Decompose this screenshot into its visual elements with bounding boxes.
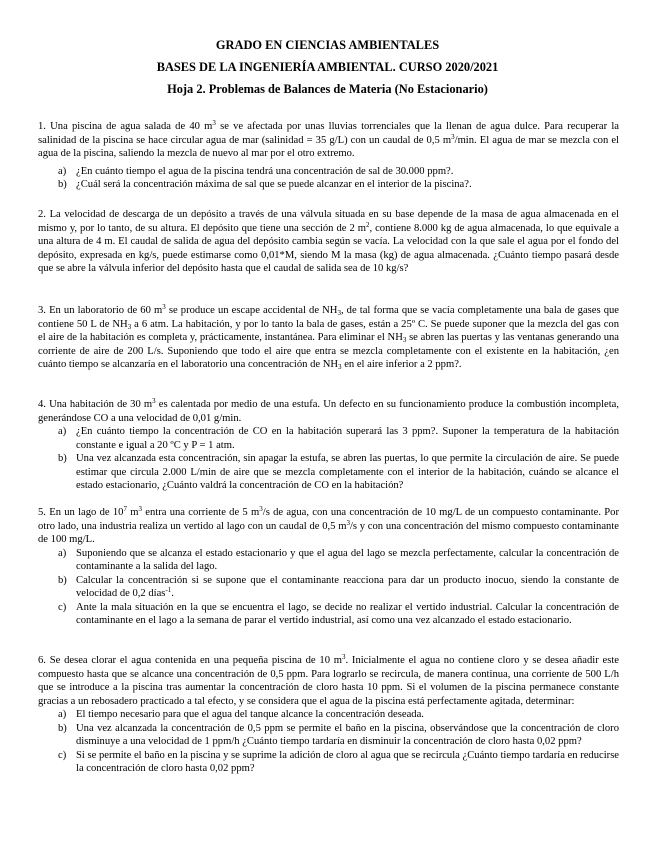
item-label: c) <box>58 601 67 613</box>
statement-text: m <box>130 507 139 518</box>
statement-text: se abren las puertas y las ventanas generando una corriente de aire de 200 L/s. Suponiendo que todo el aire que entra se mezcla completamente con el existente en la habitación, ¿en cuánto tiempo se alcanzaría en el laboratorio una concentración de NH <box>38 332 619 370</box>
statement-text: a 6 atm. La habitación, y por lo tanto la bala de gases, están a 25º C. Se puede suponer que la mezcla del gas con el aire de la habitación es completa y, prácticamente, instantánea. Para eliminar el NH <box>38 318 620 343</box>
statement-text: es calentada por medio de una estufa. Un defecto en su funcionamiento produce la combustión incompleta, generándose CO a una velocidad de 0,01 g/min. <box>38 399 620 424</box>
item-label: a) <box>58 547 67 559</box>
problem-5 <box>38 506 619 628</box>
superscript: 3 <box>138 505 142 513</box>
statement-text: La velocidad de descarga de un depósito a través de una válvula situada en su base depende de la masa de agua almacenada en el mismo y, por lo tanto, de su altura. El depósito que tiene una sección de 2 m <box>38 209 620 234</box>
subscript: 3 <box>338 363 342 371</box>
superscript: 2 <box>365 220 370 229</box>
sheet-title: Hoja 2. Problemas de Balances de Materia (No Estacionario) <box>167 82 488 96</box>
sub-question-a <box>58 165 619 179</box>
item-label: a) <box>58 426 67 437</box>
statement-text: Se desea clorar el agua contenida en una pequeña piscina de 10 m <box>49 655 342 666</box>
problem-number: 6. <box>38 655 46 666</box>
problem-number: 4. <box>38 399 46 410</box>
statement-text: . Inicialmente el agua no contiene cloro y se desea añadir este compuesto hasta que se alcance una concentración de 0,5 ppm. Para lograrlo se recircula, de manera continua, una corriente de 500 L/h que se introduce a la piscina tras aumentar la concentración de cloro hasta 10 ppm. Si el volumen de la piscina permanece constante gracias a un rebosadero practicado a tal efecto, y se considera que el agua de la piscina está perfectamente agitada, determinar: <box>38 655 619 707</box>
problem-1 <box>38 120 619 192</box>
sub-question-c <box>58 749 619 776</box>
item-label: b) <box>58 453 67 464</box>
item-text: ¿Cuál será la concentración máxima de sal que se puede alcanzar en el interior de la piscina?. <box>76 179 472 190</box>
sub-question-a <box>58 547 619 574</box>
item-text: El tiempo necesario para que el agua del tanque alcance la concentración deseada. <box>76 709 424 720</box>
item-text: Ante la mala situación en la que se encuentra el lago, se decide no realizar el vertido industrial. Calcular la concentración de contaminante en el lago a la semana de parar el vertido industrial, así como una vez alcanzado el estado estacionario. <box>76 601 619 626</box>
item-text: Suponiendo que se alcanza el estado estacionario y que el agua del lago se mezcla perfectamente, calcular la concentración de contaminante a la salida del lago. <box>76 547 619 572</box>
item-label: a) <box>58 709 67 720</box>
item-text: Si se permite el baño en la piscina y se suprime la adición de cloro al agua que se recircula ¿Cuánto tiempo tardaría en reducirse la concentración de cloro hasta 0,02 ppm? <box>76 749 620 774</box>
statement-text: /s de agua, con una concentración de 10 mg/L de un compuesto contaminante. Por otro lado, una industria realiza un vertido al lago con un caudal de 0,5 m <box>38 507 619 532</box>
superscript: 3 <box>346 518 350 527</box>
problem-6-statement <box>38 654 619 708</box>
superscript: 7 <box>123 505 127 513</box>
sub-question-b <box>58 722 619 749</box>
superscript: 3 <box>162 303 166 311</box>
sub-question-a <box>58 425 619 452</box>
course-title: BASES DE LA INGENIERÍA AMBIENTAL. CURSO 2020/2021 <box>156 60 499 74</box>
statement-text: , de tal forma que se vacía completamente una bala de gases que contiene 50 L de NH <box>38 305 620 330</box>
statement-text: en el aire inferior a 2 ppm?. <box>344 359 462 370</box>
sub-question-c <box>58 601 619 628</box>
degree-title: GRADO EN CIENCIAS AMBIENTALES <box>215 38 440 52</box>
statement-text: , contiene 8.000 kg de agua almacenada, lo que equivale a una altura de 4 m. El caudal de salida de agua del depósito cambia según se vacía. La velocidad con la que sale el agua por el fondo del depósito, expresada en kg/s, puede estimarse como 0,01*M, siendo M la masa (kg) de agua almacenada. ¿Cuánto tiempo pasará desde que se abre la válvula inferior del depósito hasta que el caudal de salida sea de 10 kg/s? <box>38 222 619 274</box>
superscript: 3 <box>342 653 346 661</box>
problem-5-statement <box>38 506 619 547</box>
superscript: -1 <box>165 586 172 594</box>
superscript: 3 <box>212 119 216 127</box>
problem-2-statement <box>38 208 619 276</box>
item-label: b) <box>58 722 67 734</box>
item-text: Una vez alcanzada la concentración de 0,5 ppm se permite el baño en la piscina, observándose que la concentración de cloro disminuye a una velocidad de 1 ppm/h ¿Cuánto tiempo tardaría en disminuir la concentración de cloro hasta 0,02 ppm? <box>76 722 619 747</box>
problem-6 <box>38 654 619 776</box>
statement-text: se ve afectada por unas lluvias torrenciales que la llenan de agua dulce. Para recuperar la salinidad de la piscina se hace circular agua de mar (salinidad = 35 g/L) con un caudal de 0,5 m <box>38 121 619 146</box>
statement-text: En un lago de 10 <box>49 507 124 518</box>
item-text: . <box>171 588 174 599</box>
item-text: ¿En cuánto tiempo la concentración de CO en la habitación superará las 3 ppm?. Suponer la temperatura de la habitación constante e igual a 20 ºC y P = 1 atm. <box>76 426 619 451</box>
item-label: b) <box>58 179 67 190</box>
superscript: 3 <box>152 397 156 405</box>
item-text: Calcular la concentración si se supone que el contaminante reacciona para dar un producto inocuo, siendo la constante de velocidad de 0,2 días <box>76 574 619 599</box>
item-text: ¿En cuánto tiempo el agua de la piscina tendrá una concentración de sal de 30.000 ppm?. <box>76 165 454 177</box>
problem-4 <box>38 398 619 493</box>
problem-number: 5. <box>38 507 46 518</box>
sub-question-a <box>58 708 619 722</box>
statement-text: /s y con una concentración del mismo compuesto contaminante de 100 mg/L. <box>38 520 619 545</box>
sub-question-b <box>58 178 619 192</box>
subscript: 3 <box>402 336 407 344</box>
problem-number: 2. <box>38 209 46 220</box>
subscript: 3 <box>127 322 132 331</box>
problem-2 <box>38 208 619 276</box>
item-label: a) <box>58 165 67 177</box>
subscript: 3 <box>337 309 341 317</box>
item-label: b) <box>58 574 67 586</box>
problem-number: 1. <box>38 121 46 132</box>
superscript: 3 <box>259 505 263 513</box>
statement-text: /min. El agua de mar se mezcla con el agua de la piscina, saliendo la mezcla de nuevo al mar por el otro extremo. <box>38 134 619 159</box>
superscript: 3 <box>451 132 455 141</box>
statement-text: Una habitación de 30 m <box>49 399 153 410</box>
sub-question-b <box>58 574 619 601</box>
statement-text: Una piscina de agua salada de 40 m <box>50 121 213 132</box>
statement-text: se produce un escape accidental de NH <box>168 305 338 316</box>
problem-1-statement <box>38 120 619 161</box>
problem-4-statement <box>38 398 619 425</box>
item-label: c) <box>58 749 67 761</box>
statement-text: En un laboratorio de 60 m <box>49 305 163 316</box>
statement-text: entra una corriente de 5 m <box>145 507 260 518</box>
item-text: Una vez alcanzada esta concentración, sin apagar la estufa, se abren las puertas, lo que permite la circulación de aire. Se puede estimar que circula 2.000 L/min de aire que se mezcla completamente con el interior de la habitación, cuándo se alcance el estado estacionario, ¿Cuánto valdrá la concentración de CO en la habitación? <box>76 453 619 491</box>
problem-3 <box>38 304 619 372</box>
sub-question-b <box>58 452 619 493</box>
problem-number: 3. <box>38 305 46 316</box>
problem-3-statement <box>38 304 619 372</box>
